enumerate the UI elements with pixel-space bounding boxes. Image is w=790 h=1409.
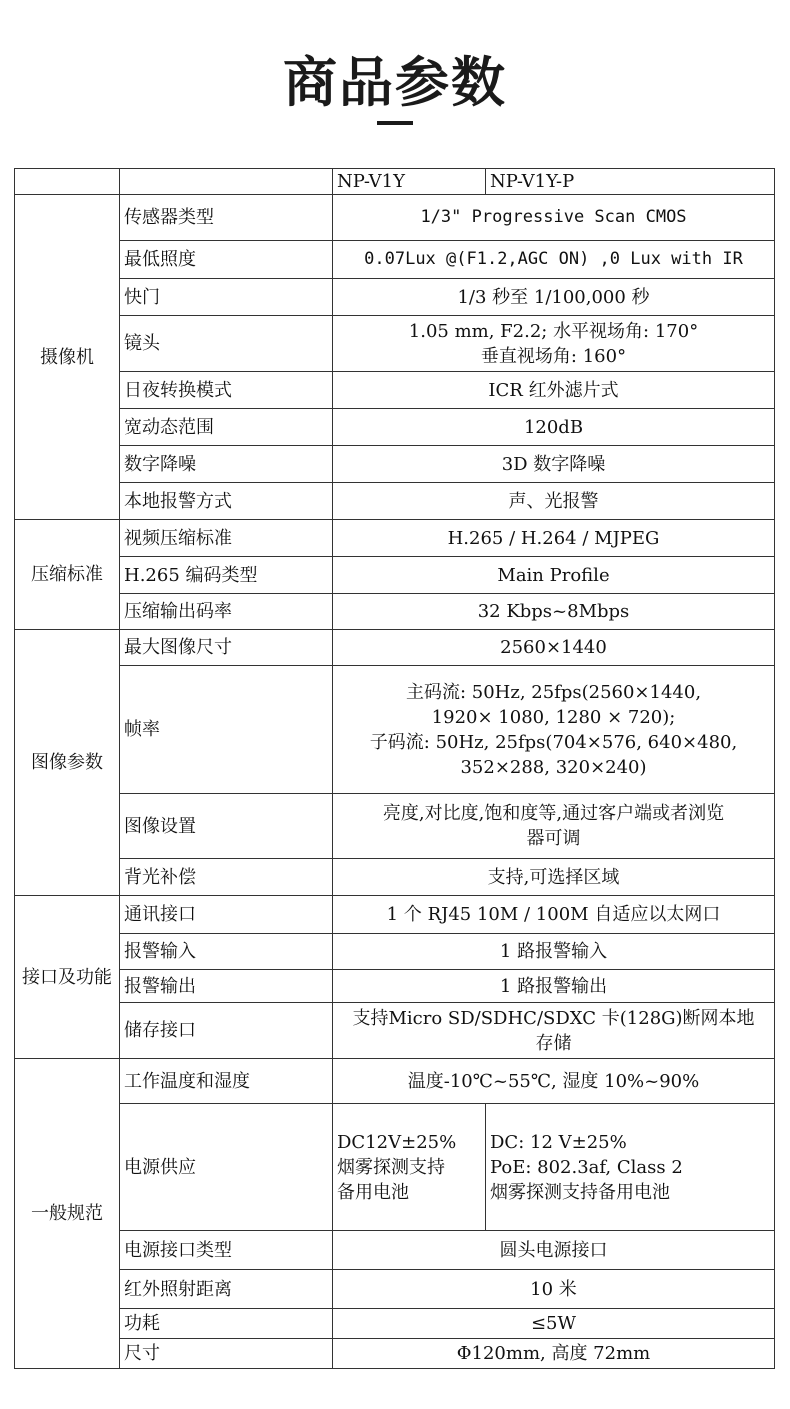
row-label: H.265 编码类型	[120, 557, 333, 594]
row-label: 压缩输出码率	[120, 594, 333, 630]
row-value	[333, 316, 775, 372]
table-row	[15, 1104, 775, 1231]
table-row	[15, 1003, 775, 1059]
table-row	[15, 1309, 775, 1339]
row-label: 最大图像尺寸	[120, 630, 333, 666]
value-line: 子码流: 50Hz, 25fps(704×576, 640×480,	[369, 731, 738, 753]
row-label: 传感器类型	[120, 195, 333, 241]
table-row	[15, 859, 775, 896]
spec-table	[14, 168, 775, 1369]
row-value: ICR 红外滤片式	[333, 372, 775, 409]
table-row	[15, 483, 775, 520]
row-label: 宽动态范围	[120, 409, 333, 446]
table-row	[15, 446, 775, 483]
row-label: 电源供应	[120, 1104, 333, 1231]
value-line: PoE: 802.3af, Class 2	[490, 1156, 683, 1178]
row-value: 1 个 RJ45 10M / 100M 自适应以太网口	[333, 896, 775, 934]
row-label: 功耗	[120, 1309, 333, 1339]
row-value	[333, 794, 775, 859]
table-row	[15, 557, 775, 594]
row-label: 图像设置	[120, 794, 333, 859]
table-row	[15, 594, 775, 630]
row-value: 1/3" Progressive Scan CMOS	[333, 195, 775, 241]
row-label: 红外照射距离	[120, 1270, 333, 1309]
row-value: Main Profile	[333, 557, 775, 594]
row-label: 最低照度	[120, 241, 333, 279]
table-row	[15, 970, 775, 1003]
table-row	[15, 409, 775, 446]
value-line: 支持Micro SD/SDHC/SDXC 卡(128G)断网本地	[352, 1007, 755, 1029]
value-line: DC12V±25%	[337, 1131, 457, 1153]
value-line: 器可调	[526, 828, 581, 849]
table-row	[15, 1231, 775, 1270]
value-line: 352×288, 320×240)	[460, 756, 647, 778]
row-label: 电源接口类型	[120, 1231, 333, 1270]
table-row	[15, 279, 775, 316]
table-row	[15, 794, 775, 859]
table-row	[15, 896, 775, 934]
table-row	[15, 1270, 775, 1309]
table-row	[15, 630, 775, 666]
row-value: 2560×1440	[333, 630, 775, 666]
value-line: 垂直视场角: 160°	[480, 345, 627, 367]
power-value-v1y-p	[486, 1104, 775, 1231]
table-row	[15, 666, 775, 794]
row-label: 报警输入	[120, 934, 333, 970]
row-value: Φ120mm, 高度 72mm	[333, 1339, 775, 1369]
table-row	[15, 1059, 775, 1104]
power-value-v1y	[333, 1104, 486, 1231]
row-value	[333, 666, 775, 794]
table-row	[15, 934, 775, 970]
table-row	[15, 1339, 775, 1369]
table-row	[15, 241, 775, 279]
value-line: 亮度,对比度,饱和度等,通过客户端或者浏览	[382, 803, 725, 824]
row-value: 32 Kbps~8Mbps	[333, 594, 775, 630]
table-row	[15, 195, 775, 241]
value-line: 烟雾探测支持	[337, 1156, 445, 1178]
value-line: 烟雾探测支持备用电池	[490, 1181, 670, 1203]
page-title: 商品参数	[283, 51, 507, 114]
row-value: 0.07Lux @(F1.2,AGC ON) ,0 Lux with IR	[333, 241, 775, 279]
value-line: DC: 12 V±25%	[490, 1131, 627, 1153]
row-value: 1 路报警输入	[333, 934, 775, 970]
row-label: 数字降噪	[120, 446, 333, 483]
row-label: 报警输出	[120, 970, 333, 1003]
category-general: 一般规范	[15, 1059, 120, 1369]
value-line: 1920× 1080, 1280 × 720);	[431, 706, 676, 728]
row-value: 3D 数字降噪	[333, 446, 775, 483]
row-value: 1/3 秒至 1/100,000 秒	[333, 279, 775, 316]
category-interface: 接口及功能	[15, 896, 120, 1059]
row-label: 尺寸	[120, 1339, 333, 1369]
value-line: 备用电池	[337, 1181, 409, 1203]
row-label: 储存接口	[120, 1003, 333, 1059]
row-label: 通讯接口	[120, 896, 333, 934]
value-line: 1.05 mm, F2.2; 水平视场角: 170°	[408, 320, 699, 342]
row-label: 快门	[120, 279, 333, 316]
row-label: 工作温度和湿度	[120, 1059, 333, 1104]
table-row	[15, 316, 775, 372]
row-value: 1 路报警输出	[333, 970, 775, 1003]
row-label: 本地报警方式	[120, 483, 333, 520]
category-camera: 摄像机	[15, 195, 120, 520]
row-value: H.265 / H.264 / MJPEG	[333, 520, 775, 557]
row-value: 10 米	[333, 1270, 775, 1309]
row-label: 日夜转换模式	[120, 372, 333, 409]
table-row	[15, 372, 775, 409]
model-name-v1y: NP-V1Y	[333, 169, 486, 195]
title-underline	[377, 121, 413, 125]
table-row	[15, 520, 775, 557]
category-image: 图像参数	[15, 630, 120, 896]
row-value: 支持,可选择区域	[333, 859, 775, 896]
row-label: 帧率	[120, 666, 333, 794]
row-value: ≤5W	[333, 1309, 775, 1339]
value-line: 主码流: 50Hz, 25fps(2560×1440,	[405, 681, 702, 703]
model-name-v1y-p: NP-V1Y-P	[486, 169, 775, 195]
row-label: 视频压缩标准	[120, 520, 333, 557]
category-compression: 压缩标准	[15, 520, 120, 630]
row-value: 声、光报警	[333, 483, 775, 520]
model-header-row	[15, 169, 775, 195]
row-value: 圆头电源接口	[333, 1231, 775, 1270]
value-line: 存储	[535, 1032, 572, 1054]
row-value: 120dB	[333, 409, 775, 446]
row-label: 镜头	[120, 316, 333, 372]
row-label: 背光补偿	[120, 859, 333, 896]
row-value	[333, 1003, 775, 1059]
row-value: 温度-10℃~55℃, 湿度 10%~90%	[333, 1059, 775, 1104]
header-empty-cell	[15, 169, 120, 195]
header-empty-cell	[120, 169, 333, 195]
